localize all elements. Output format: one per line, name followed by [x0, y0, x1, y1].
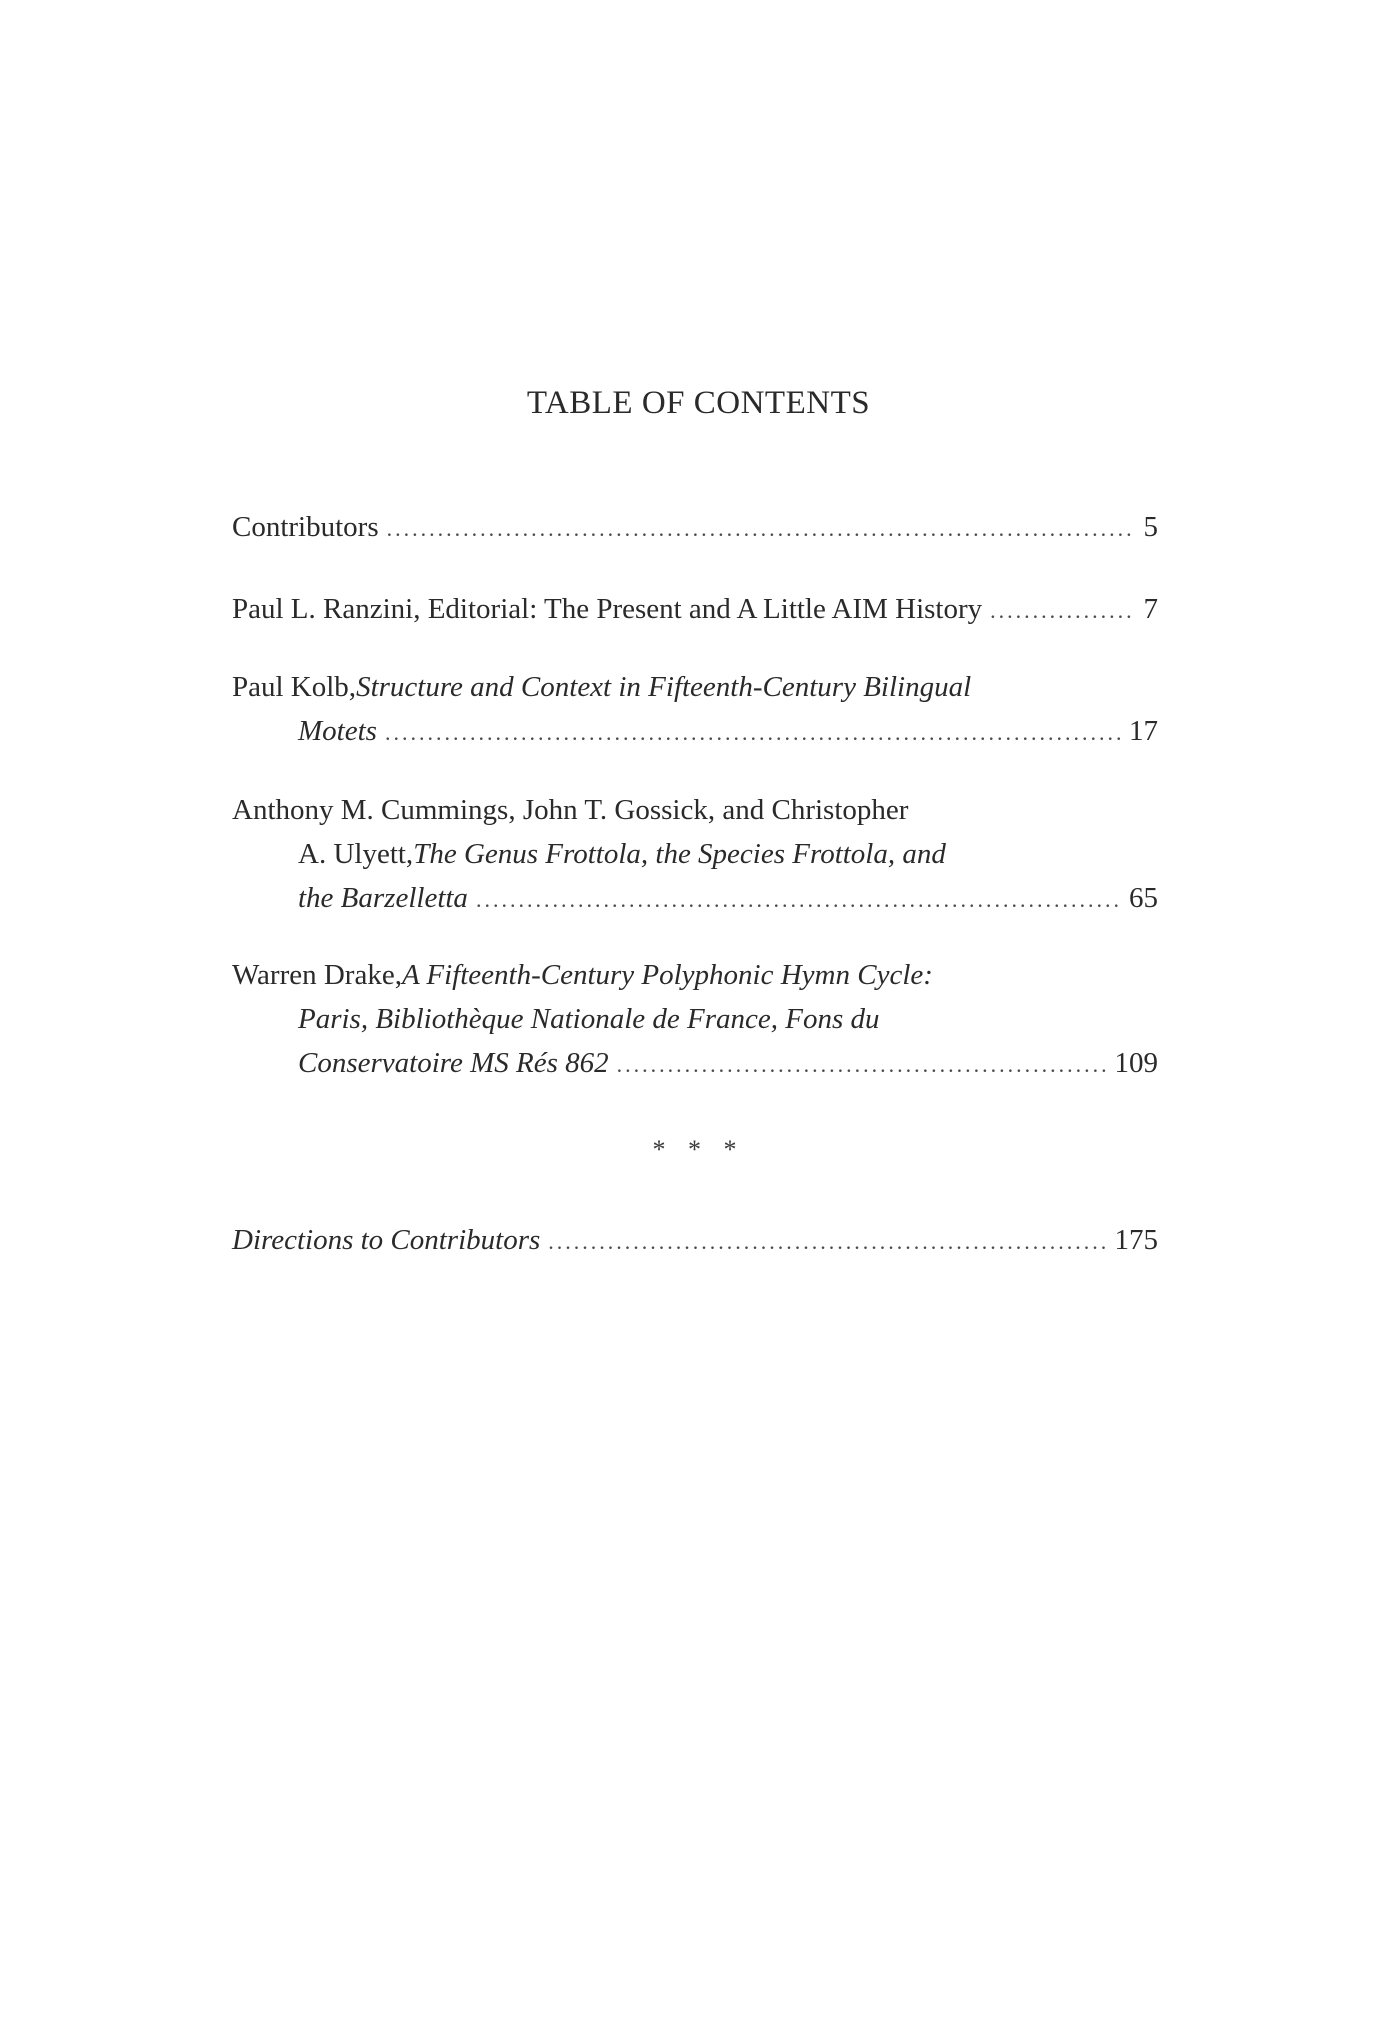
page-number: 65: [1129, 882, 1158, 914]
toc-entry-kolb[interactable]: [232, 665, 1158, 755]
toc-line: [232, 876, 1158, 922]
entry-title: Directions to Contributors: [232, 1224, 541, 1256]
entry-author: Warren Drake,: [232, 959, 402, 991]
dot-leader: [548, 1220, 1106, 1264]
dot-leader: [387, 507, 1136, 551]
toc-entry-drake[interactable]: [232, 953, 1158, 1087]
toc-entry-directions[interactable]: [232, 1218, 1158, 1264]
toc-entry-editorial[interactable]: [232, 587, 1158, 633]
toc-line: [232, 832, 1158, 876]
entry-title: Contributors: [232, 511, 379, 543]
entry-title: Structure and Context in Fifteenth-Century Bilingual: [356, 671, 972, 703]
toc-line: [232, 788, 1158, 832]
page-title: TABLE OF CONTENTS: [526, 385, 871, 421]
dot-leader: [476, 878, 1121, 922]
entry-title-continued: the Barzelletta: [298, 882, 468, 914]
entry-author: Paul Kolb,: [232, 671, 357, 703]
toc-line: [232, 709, 1158, 755]
toc-line: [232, 1041, 1158, 1087]
entry-title: The Genus Frottola, the Species Frottola, and: [413, 838, 946, 870]
toc-line: [232, 1218, 1158, 1264]
toc-line: [232, 665, 1158, 709]
page-number: 17: [1129, 715, 1158, 747]
page-number: 5: [1143, 511, 1158, 543]
entry-title: Paul L. Ranzini, Editorial: The Present and A Little AIM History: [232, 593, 983, 625]
toc-line: [232, 997, 1158, 1041]
entry-author: Anthony M. Cummings, John T. Gossick, and Christopher: [232, 794, 909, 826]
entry-title-continued: Motets: [298, 715, 377, 747]
page-number: 175: [1114, 1224, 1158, 1256]
page-number: 109: [1114, 1047, 1158, 1079]
dot-leader: [617, 1043, 1107, 1087]
dot-leader: [385, 711, 1121, 755]
toc-entry-contributors[interactable]: [232, 505, 1158, 551]
entry-title-continued: Conservatoire MS Rés 862: [298, 1047, 609, 1079]
entry-title: A Fifteenth-Century Polyphonic Hymn Cycle:: [401, 959, 933, 991]
toc-line: [232, 587, 1158, 633]
toc-line: [232, 505, 1158, 551]
toc-line: [232, 953, 1158, 997]
page-number: 7: [1143, 593, 1158, 625]
entry-author-continued: A. Ulyett,: [298, 838, 414, 870]
dot-leader: [990, 589, 1135, 633]
toc-entry-cummings[interactable]: [232, 788, 1158, 922]
section-separator: * * *: [652, 1135, 745, 1164]
entry-title-continued: Paris, Bibliothèque Nationale de France, Fons du: [298, 1003, 880, 1035]
